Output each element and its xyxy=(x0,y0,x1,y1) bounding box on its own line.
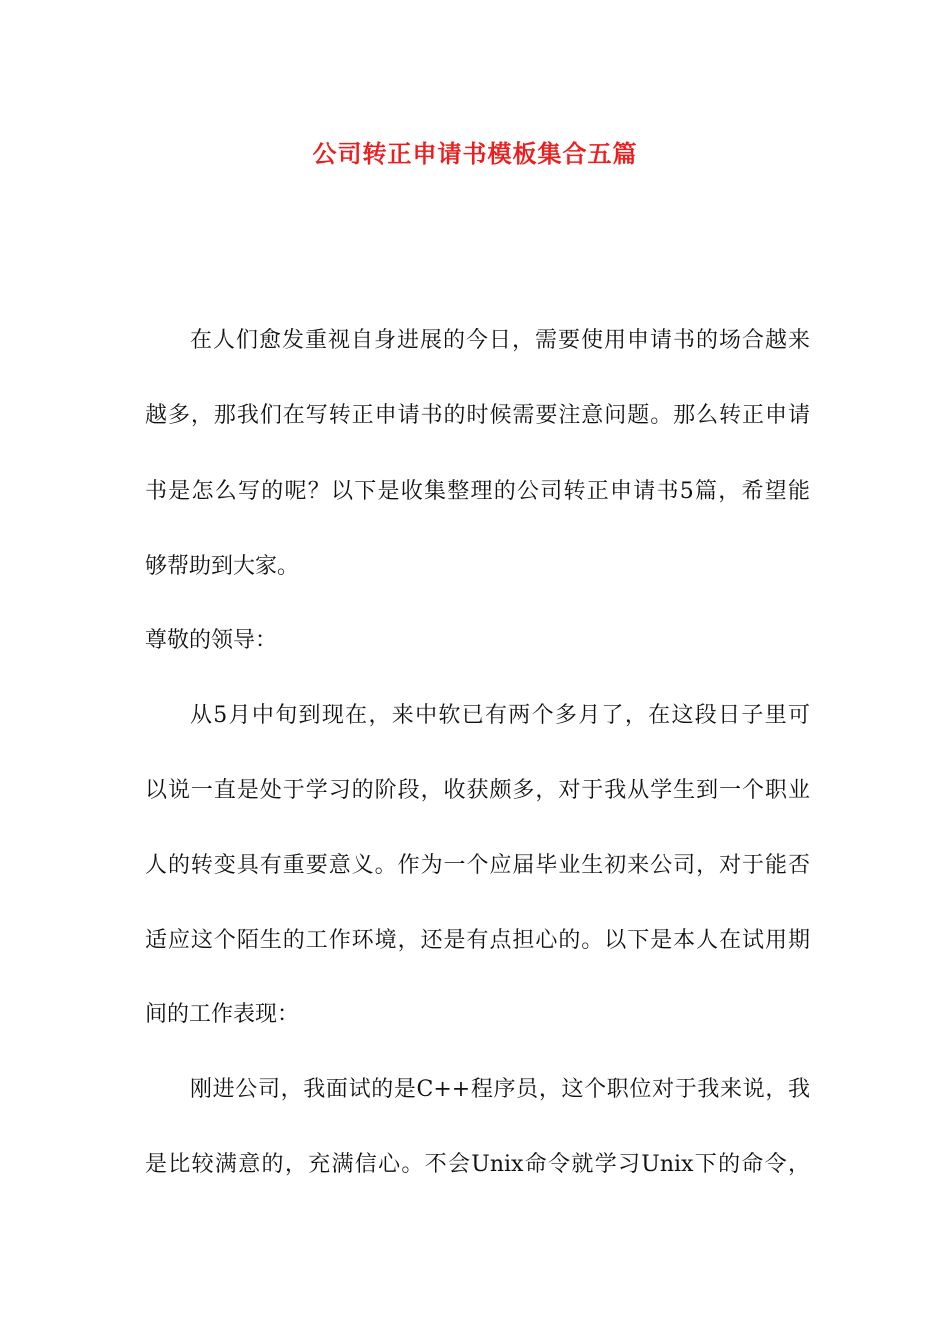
document-title: 公司转正申请书模板集合五篇 xyxy=(312,139,638,168)
paragraph-line: 适应这个陌生的工作环境，还是有点担心的。以下是本人在试用期 xyxy=(145,928,810,953)
paragraph-line: 人的转变具有重要意义。作为一个应届毕业生初来公司，对于能否 xyxy=(145,853,810,878)
paragraph-line: 从5月中旬到现在，来中软已有两个多月了，在这段日子里可 xyxy=(190,703,810,728)
paragraph-line: 在人们愈发重视自身进展的今日，需要使用申请书的场合越来 xyxy=(190,328,810,353)
paragraph-line: 间的工作表现： xyxy=(145,1002,300,1027)
paragraph-line: 书是怎么写的呢？以下是收集整理的公司转正申请书5篇，希望能 xyxy=(145,479,810,504)
paragraph-line: 以说一直是处于学习的阶段，收获颇多，对于我从学生到一个职业 xyxy=(145,778,810,803)
paragraph-line: 越多，那我们在写转正申请书的时候需要注意问题。那么转正申请 xyxy=(145,403,810,428)
paragraph-line: 是比较满意的，充满信心。不会Unix命令就学习Unix下的命令， xyxy=(145,1152,810,1177)
paragraph-line: 够帮助到大家。 xyxy=(145,554,300,579)
salutation: 尊敬的领导： xyxy=(145,628,278,653)
paragraph-line: 刚进公司，我面试的是C++程序员，这个职位对于我来说，我 xyxy=(190,1077,810,1102)
